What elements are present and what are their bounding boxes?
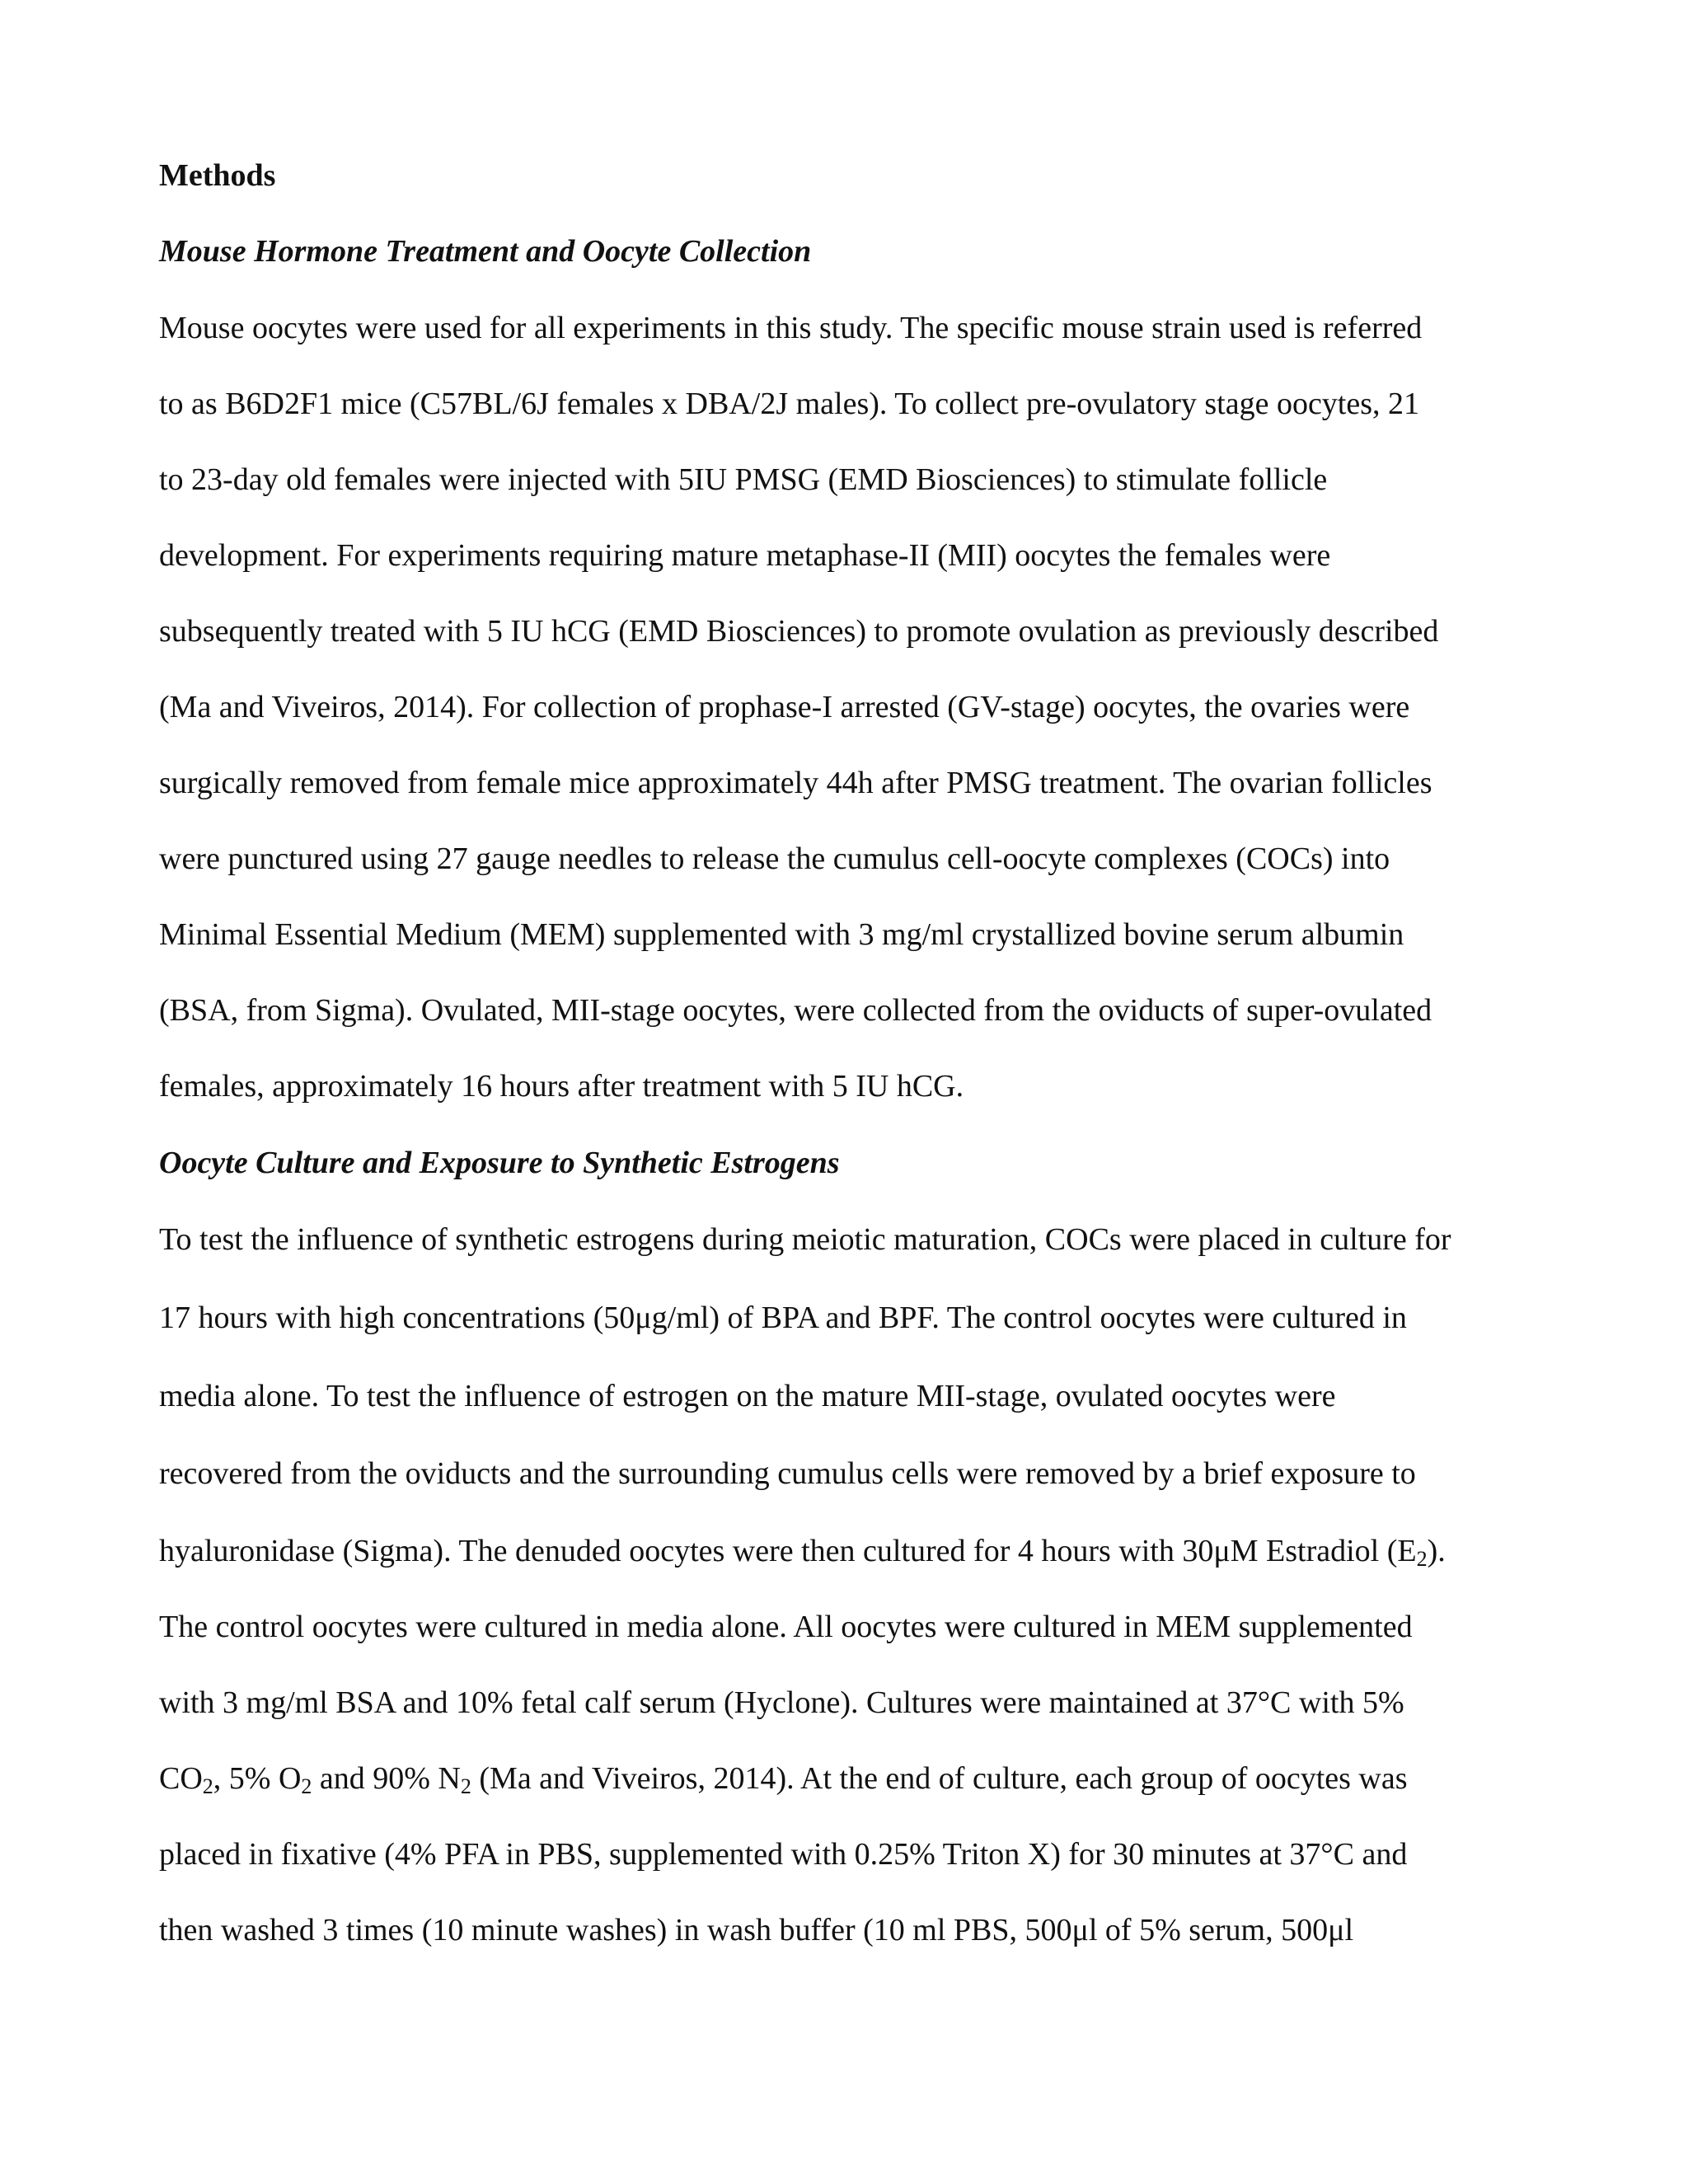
line-text: (Ma and Viveiros, 2014). At the end of culture, each group of oocytes was bbox=[471, 1761, 1408, 1796]
subsection-title-hormone-treatment: Mouse Hormone Treatment and Oocyte Collection bbox=[159, 234, 812, 269]
paragraph-line: (Ma and Viveiros, 2014). For collection of prophase-I arrested (GV-stage) oocytes, the ovaries were bbox=[159, 690, 1410, 724]
paragraph-line: subsequently treated with 5 IU hCG (EMD Biosciences) to promote ovulation as previously described bbox=[159, 614, 1439, 649]
line-text: hyaluronidase (Sigma). The denuded oocytes were then cultured for 4 hours with 30μM Estradiol (E bbox=[159, 1534, 1417, 1568]
paragraph-line: The control oocytes were cultured in media alone. All oocytes were cultured in MEM supplemented bbox=[159, 1610, 1413, 1644]
paragraph-line: then washed 3 times (10 minute washes) in wash buffer (10 ml PBS, 500μl of 5% serum, 500μl bbox=[159, 1913, 1354, 1947]
paragraph-line: surgically removed from female mice approximately 44h after PMSG treatment. The ovarian follicles bbox=[159, 766, 1432, 800]
section-title: Methods bbox=[159, 158, 276, 193]
subscript: 2 bbox=[460, 1774, 471, 1798]
paragraph-line: media alone. To test the influence of estrogen on the mature MII-stage, ovulated oocytes were bbox=[159, 1379, 1336, 1413]
line-text: CO bbox=[159, 1761, 203, 1796]
paragraph-line: (BSA, from Sigma). Ovulated, MII-stage oocytes, were collected from the oviducts of super-ovulated bbox=[159, 993, 1432, 1028]
paragraph-line: Mouse oocytes were used for all experiments in this study. The specific mouse strain used is referred bbox=[159, 311, 1423, 345]
paragraph-line: to 23-day old females were injected with 5IU PMSG (EMD Biosciences) to stimulate follicle bbox=[159, 462, 1328, 497]
subscript: 2 bbox=[1416, 1547, 1428, 1571]
paragraph-line bbox=[159, 1532, 1446, 1570]
line-text: ). bbox=[1427, 1534, 1446, 1568]
paragraph-line: development. For experiments requiring mature metaphase-II (MII) oocytes the females were bbox=[159, 538, 1331, 573]
paragraph-line: females, approximately 16 hours after treatment with 5 IU hCG. bbox=[159, 1069, 964, 1104]
subscript: 2 bbox=[301, 1774, 312, 1798]
line-text: , 5% O bbox=[213, 1761, 302, 1796]
paragraph-line: placed in fixative (4% PFA in PBS, supplemented with 0.25% Triton X) for 30 minutes at 37°C and bbox=[159, 1837, 1408, 1872]
paragraph-line: with 3 mg/ml BSA and 10% fetal calf serum (Hyclone). Cultures were maintained at 37°C with 5% bbox=[159, 1685, 1404, 1720]
paragraph-line bbox=[159, 1760, 1408, 1797]
paragraph-line: recovered from the oviducts and the surrounding cumulus cells were removed by a brief exposure to bbox=[159, 1456, 1416, 1491]
line-text: and 90% N bbox=[312, 1761, 461, 1796]
paragraph-line: 17 hours with high concentrations (50μg/ml) of BPA and BPF. The control oocytes were cultured in bbox=[159, 1301, 1407, 1335]
paragraph-line: To test the influence of synthetic estrogens during meiotic maturation, COCs were placed in culture for bbox=[159, 1222, 1451, 1257]
paragraph-line: to as B6D2F1 mice (C57BL/6J females x DBA/2J males). To collect pre-ovulatory stage oocytes, 21 bbox=[159, 387, 1420, 421]
paragraph-line: Minimal Essential Medium (MEM) supplemented with 3 mg/ml crystallized bovine serum albumin bbox=[159, 917, 1404, 952]
subsection-title-oocyte-culture: Oocyte Culture and Exposure to Synthetic Estrogens bbox=[159, 1146, 840, 1180]
subscript: 2 bbox=[202, 1774, 213, 1798]
paragraph-line: were punctured using 27 gauge needles to release the cumulus cell-oocyte complexes (COCs) into bbox=[159, 841, 1390, 876]
